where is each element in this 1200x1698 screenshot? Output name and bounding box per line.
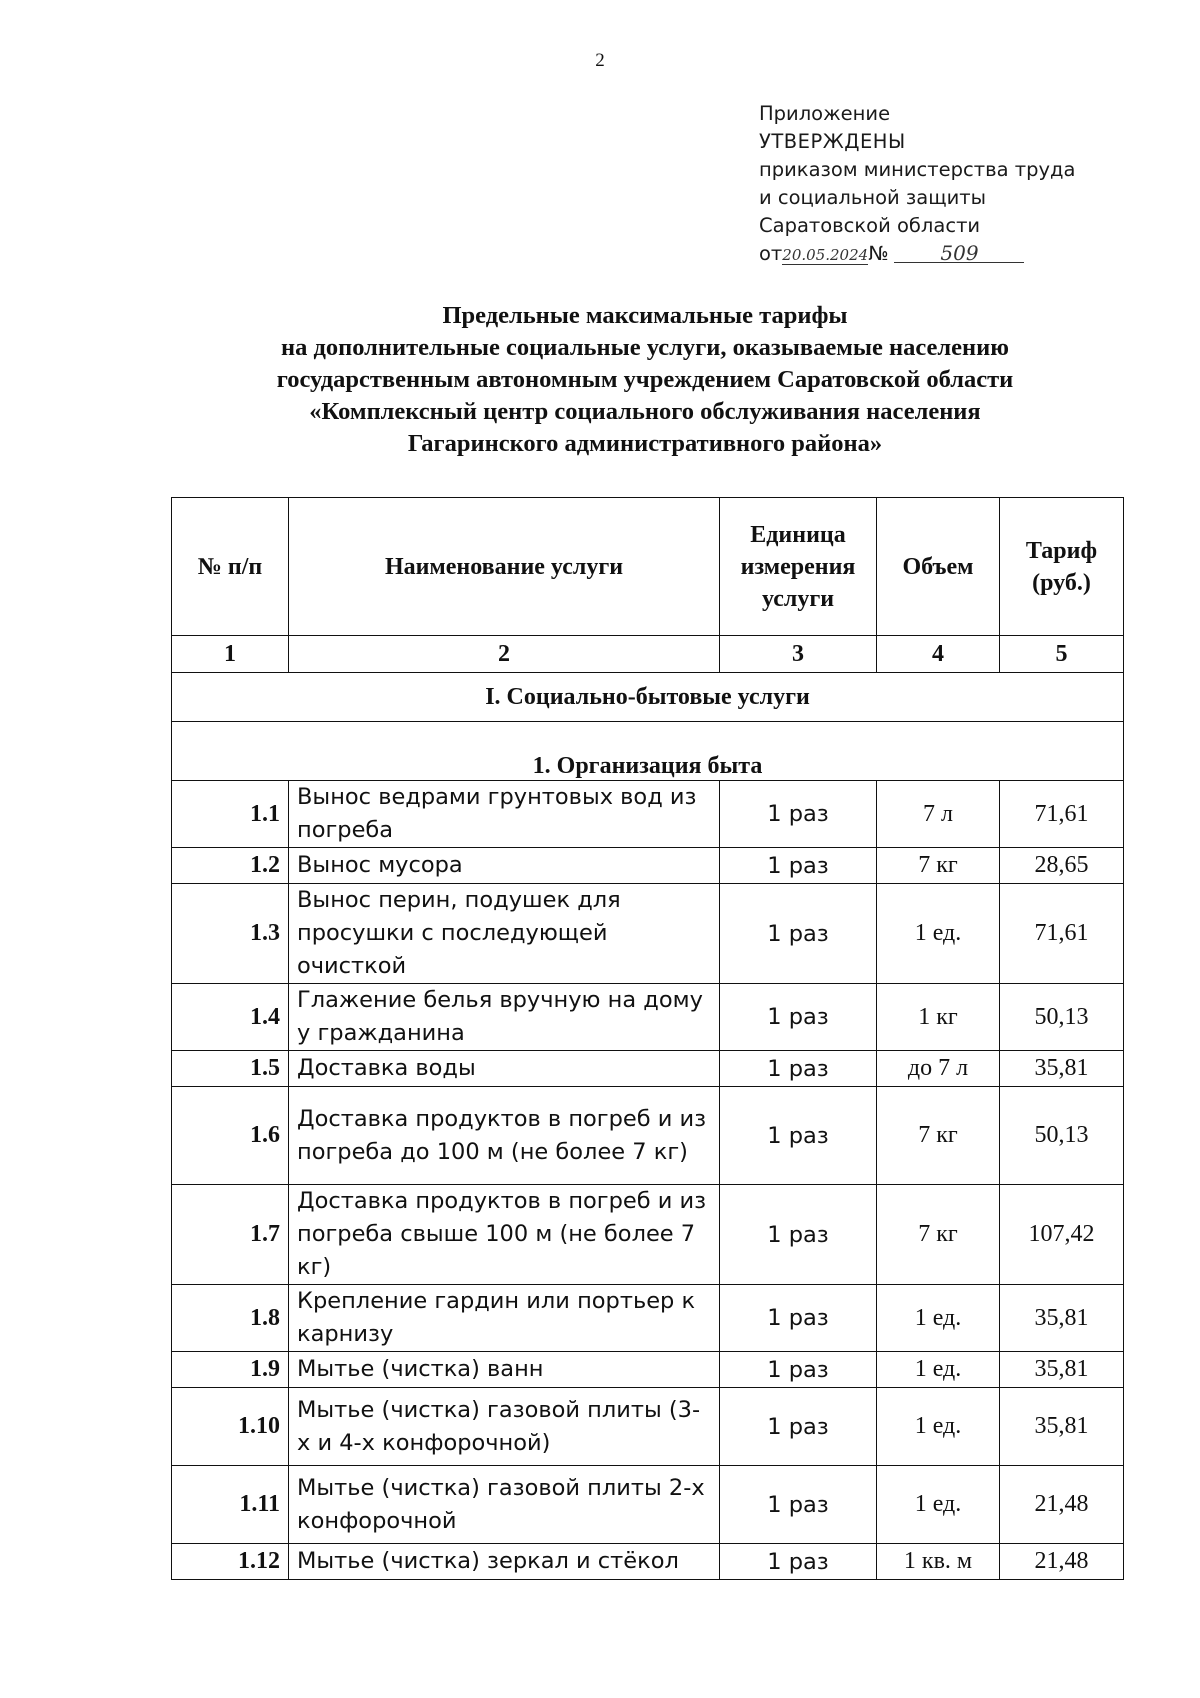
header-volume: Объем [877,498,1000,636]
date-prefix: от [759,242,783,265]
header-num: № п/п [172,498,289,636]
row-number: 1.11 [172,1466,289,1544]
volume: 1 ед. [877,884,1000,984]
title-line: на дополнительные социальные услуги, оказываемые населению [280,334,1009,361]
service-name: Мытье (чистка) газовой плиты (3-х и 4-х конфорочной) [289,1388,720,1466]
approval-line: и социальной защиты [759,186,987,209]
volume: 7 кг [877,1087,1000,1185]
header-tariff: Тариф (руб.) [1000,498,1124,636]
table-row [172,984,1124,1051]
header-unit: Единица измерения услуги [720,498,877,636]
table-row [172,1051,1124,1087]
unit-of-measure: 1 раз [720,1388,877,1466]
title-line: Предельные максимальные тарифы [442,302,848,329]
unit-of-measure: 1 раз [720,1185,877,1285]
service-name: Вынос перин, подушек для просушки с последующей очисткой [289,884,720,984]
column-index-cell: 4 [877,636,1000,673]
unit-of-measure: 1 раз [720,1087,877,1185]
tariff: 35,81 [1000,1051,1124,1087]
handwritten-number: 509 [894,244,1024,263]
volume: 1 ед. [877,1388,1000,1466]
group-row [172,722,1124,781]
tariff: 21,48 [1000,1544,1124,1580]
table-row [172,1285,1124,1352]
volume: 7 кг [877,1185,1000,1285]
service-name: Доставка продуктов в погреб и из погреба до 100 м (не более 7 кг) [289,1087,720,1185]
table-row [172,1185,1124,1285]
service-name: Доставка воды [289,1051,720,1087]
number-prefix: № [868,242,889,265]
column-index-cell: 1 [172,636,289,673]
table-row [172,848,1124,884]
row-number: 1.6 [172,1087,289,1185]
tariff: 35,81 [1000,1388,1124,1466]
volume: до 7 л [877,1051,1000,1087]
title-line: государственным автономным учреждением Саратовской области [276,366,1014,393]
volume: 1 кв. м [877,1544,1000,1580]
row-number: 1.8 [172,1285,289,1352]
tariff: 35,81 [1000,1352,1124,1388]
row-number: 1.9 [172,1352,289,1388]
service-name: Вынос ведрами грунтовых вод из погреба [289,781,720,848]
volume: 1 ед. [877,1466,1000,1544]
volume: 7 кг [877,848,1000,884]
row-number: 1.5 [172,1051,289,1087]
row-number: 1.7 [172,1185,289,1285]
group-title: 1. Организация быта [172,722,1124,781]
service-name: Глажение белья вручную на дому у гражданина [289,984,720,1051]
section-title: I. Социально-бытовые услуги [172,673,1124,722]
volume: 1 ед. [877,1352,1000,1388]
column-index-cell: 5 [1000,636,1124,673]
service-name: Крепление гардин или портьер к карнизу [289,1285,720,1352]
row-number: 1.10 [172,1388,289,1466]
approval-date-line [759,240,1075,268]
section-row [172,673,1124,722]
unit-of-measure: 1 раз [720,884,877,984]
row-number: 1.4 [172,984,289,1051]
row-number: 1.12 [172,1544,289,1580]
service-name: Мытье (чистка) газовой плиты 2-х конфорочной [289,1466,720,1544]
table-row [172,1087,1124,1185]
approval-line: Приложение [759,102,891,125]
unit-of-measure: 1 раз [720,781,877,848]
unit-of-measure: 1 раз [720,984,877,1051]
table-row [172,884,1124,984]
unit-of-measure: 1 раз [720,1466,877,1544]
volume: 1 ед. [877,1285,1000,1352]
approval-line: приказом министерства труда [759,158,1076,181]
table-body [172,781,1124,1580]
title-line: Гагаринского административного района» [407,430,883,457]
service-name: Вынос мусора [289,848,720,884]
unit-of-measure: 1 раз [720,1285,877,1352]
table-row [172,1544,1124,1580]
approval-block [759,100,1075,268]
unit-of-measure: 1 раз [720,1352,877,1388]
column-index-cell: 3 [720,636,877,673]
table-row [172,1466,1124,1544]
document-title [60,300,1200,460]
service-name: Доставка продуктов в погреб и из погреба свыше 100 м (не более 7 кг) [289,1185,720,1285]
row-number: 1.2 [172,848,289,884]
unit-of-measure: 1 раз [720,1544,877,1580]
unit-of-measure: 1 раз [720,848,877,884]
volume: 1 кг [877,984,1000,1051]
row-number: 1.1 [172,781,289,848]
service-name: Мытье (чистка) ванн [289,1352,720,1388]
volume: 7 л [877,781,1000,848]
approval-line: Саратовской области [759,214,981,237]
handwritten-date: 20.05.2024 [782,246,869,264]
approval-line: УТВЕРЖДЕНЫ [759,130,906,153]
column-index-cell: 2 [289,636,720,673]
tariff: 28,65 [1000,848,1124,884]
tariff: 50,13 [1000,984,1124,1051]
tariff: 71,61 [1000,884,1124,984]
tariff: 35,81 [1000,1285,1124,1352]
table-header-row [172,498,1124,636]
tariff: 21,48 [1000,1466,1124,1544]
tariff: 107,42 [1000,1185,1124,1285]
tariff: 50,13 [1000,1087,1124,1185]
tariffs-table [171,497,1124,1580]
table-row [172,781,1124,848]
header-name: Наименование услуги [289,498,720,636]
unit-of-measure: 1 раз [720,1051,877,1087]
title-line: «Комплексный центр социального обслуживания населения [309,398,981,425]
table-row [172,1352,1124,1388]
page-number: 2 [595,50,605,71]
tariff: 71,61 [1000,781,1124,848]
column-index-row [172,636,1124,673]
table-row [172,1388,1124,1466]
row-number: 1.3 [172,884,289,984]
service-name: Мытье (чистка) зеркал и стёкол [289,1544,720,1580]
